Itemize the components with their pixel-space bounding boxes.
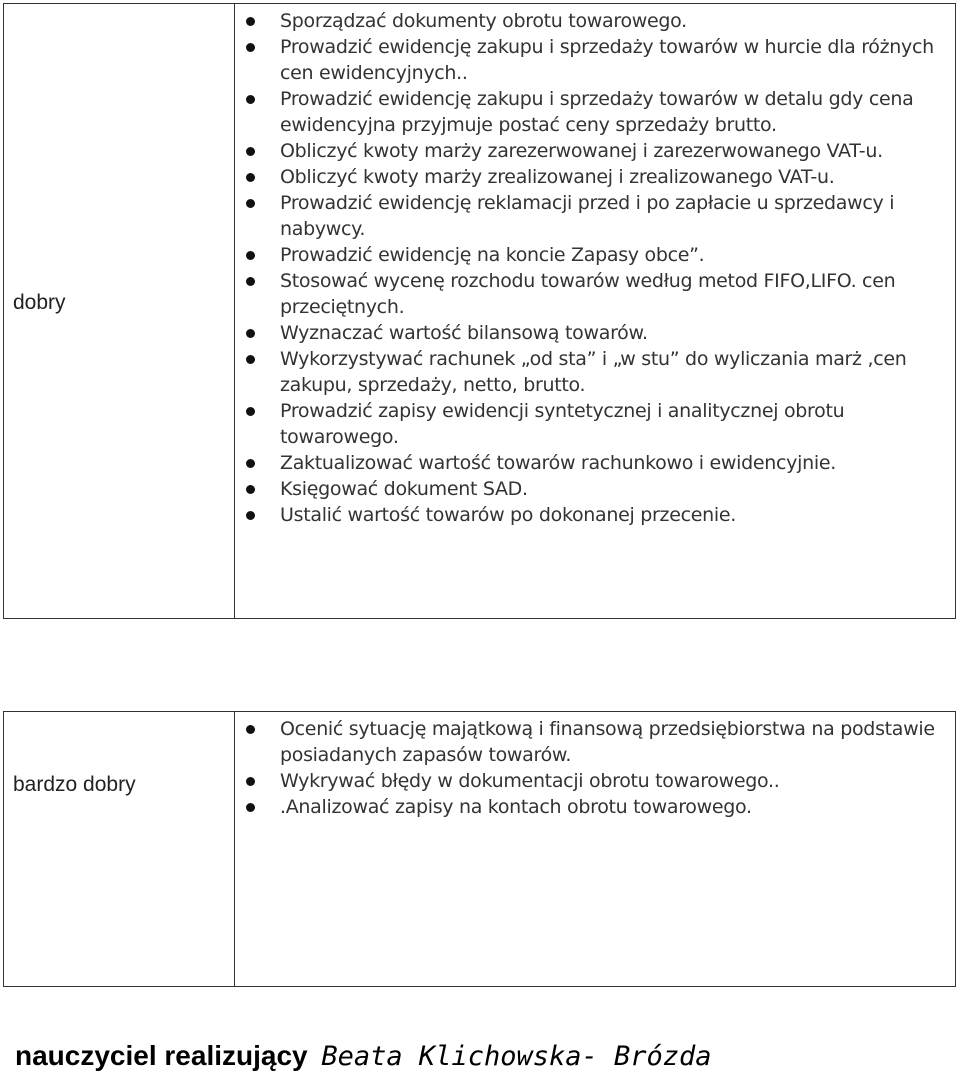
- bullet-icon: [246, 777, 255, 786]
- bullet-icon: [246, 173, 255, 182]
- bullet-icon: [246, 803, 255, 812]
- bullet-icon: [246, 199, 255, 208]
- list-item: [235, 34, 955, 86]
- list-item-text: Obliczyć kwoty marży zrealizowanej i zrealizowanego VAT-u.: [280, 166, 835, 188]
- bullet-icon: [246, 147, 255, 156]
- list-item-text: Zaktualizować wartość towarów rachunkowo i ewidencyjnie.: [280, 452, 836, 474]
- list-item: [235, 716, 955, 768]
- bullet-icon: [246, 95, 255, 104]
- requirements-list: [235, 8, 955, 528]
- teacher-name: Beata Klichowska- Brózda: [321, 1041, 712, 1072]
- list-item: [235, 768, 955, 794]
- footer-signature: [15, 1040, 712, 1072]
- list-item: [235, 190, 955, 242]
- requirements-cell: [235, 4, 955, 618]
- teacher-role-label: nauczyciel realizujący: [15, 1040, 308, 1071]
- bullet-icon: [246, 43, 255, 52]
- list-item: [235, 164, 955, 190]
- list-item-text: Ustalić wartość towarów po dokonanej przecenie.: [280, 504, 736, 526]
- grade-table-bardzo-dobry: [3, 711, 956, 987]
- list-item-text: Wykrywać błędy w dokumentacji obrotu towarowego..: [280, 770, 780, 792]
- bullet-icon: [246, 17, 255, 26]
- list-item-text: Wykorzystywać rachunek „od sta” i „w stu” do wyliczania marż ,cen zakupu, sprzedaży, netto, brutto.: [280, 348, 907, 396]
- list-item: [235, 8, 955, 34]
- bullet-icon: [246, 251, 255, 260]
- bullet-icon: [246, 329, 255, 338]
- list-item: [235, 476, 955, 502]
- list-item: [235, 398, 955, 450]
- requirements-cell: [235, 712, 955, 986]
- bullet-icon: [246, 725, 255, 734]
- list-item: [235, 794, 955, 820]
- list-item-text: Prowadzić ewidencję zakupu i sprzedaży towarów w detalu gdy cena ewidencyjna przyjmuje postać ceny sprzedaży brutto.: [280, 88, 914, 136]
- list-item: [235, 502, 955, 528]
- grade-cell: [4, 4, 235, 618]
- grade-table-dobry: [3, 3, 956, 619]
- bullet-icon: [246, 511, 255, 520]
- grade-cell: [4, 712, 235, 986]
- bullet-icon: [246, 355, 255, 364]
- list-item: [235, 242, 955, 268]
- list-item-text: Prowadzić zapisy ewidencji syntetycznej i analitycznej obrotu towarowego.: [280, 400, 845, 448]
- list-item-text: Sporządzać dokumenty obrotu towarowego.: [280, 10, 687, 32]
- list-item-text: .Analizować zapisy na kontach obrotu towarowego.: [280, 796, 752, 818]
- list-item: [235, 268, 955, 320]
- list-item-text: Księgować dokument SAD.: [280, 478, 528, 500]
- list-item-text: Prowadzić ewidencję na koncie Zapasy obce”.: [280, 244, 705, 266]
- requirements-list: [235, 716, 955, 820]
- bullet-icon: [246, 277, 255, 286]
- list-item-text: Wyznaczać wartość bilansową towarów.: [280, 322, 648, 344]
- list-item: [235, 346, 955, 398]
- grade-label: dobry: [13, 291, 66, 314]
- list-item-text: Prowadzić ewidencję reklamacji przed i po zapłacie u sprzedawcy i nabywcy.: [280, 192, 895, 240]
- list-item: [235, 86, 955, 138]
- list-item-text: Ocenić sytuację majątkową i finansową przedsiębiorstwa na podstawie posiadanych zapasów towarów.: [280, 718, 935, 766]
- list-item-text: Prowadzić ewidencję zakupu i sprzedaży towarów w hurcie dla różnych cen ewidencyjnych..: [280, 36, 934, 84]
- bullet-icon: [246, 407, 255, 416]
- list-item-text: Obliczyć kwoty marży zarezerwowanej i zarezerwowanego VAT-u.: [280, 140, 883, 162]
- list-item-text: Stosować wycenę rozchodu towarów według metod FIFO,LIFO. cen przeciętnych.: [280, 270, 896, 318]
- bullet-icon: [246, 485, 255, 494]
- list-item: [235, 320, 955, 346]
- grade-label: bardzo dobry: [13, 773, 136, 796]
- bullet-icon: [246, 459, 255, 468]
- list-item: [235, 450, 955, 476]
- list-item: [235, 138, 955, 164]
